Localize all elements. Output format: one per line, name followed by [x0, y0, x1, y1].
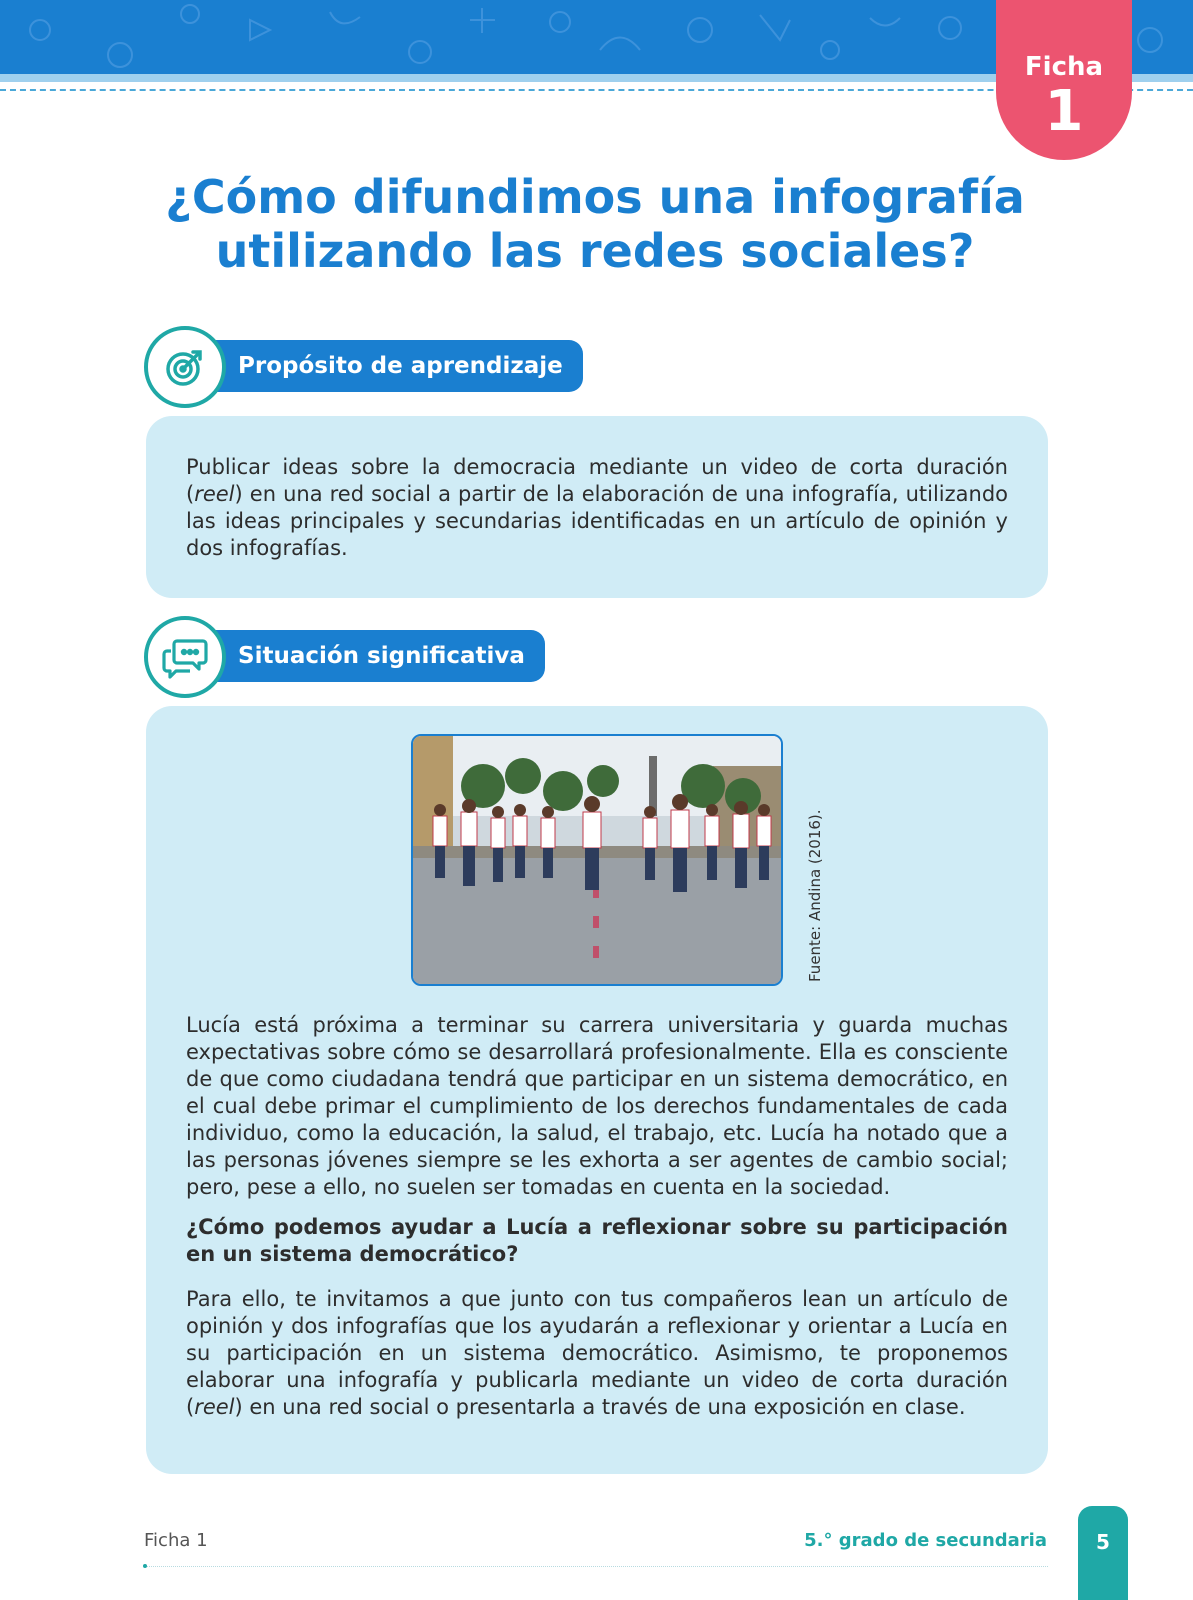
page-title-line-2: utilizando las redes sociales? [215, 224, 975, 278]
situacion-question: ¿Cómo podemos ayudar a Lucía a reflexionar sobre su participación en un sistema democrático? [186, 1215, 1008, 1266]
italic-term: reel [194, 482, 235, 506]
page-title-line-1: ¿Cómo difundimos una infografía [165, 170, 1025, 224]
situacion-paragraph-1: Lucía está próxima a terminar su carrera universitaria y guarda muchas expectativas sobre cómo se desarrollará profesionalmente. Ella es consciente de que como ciudadana tendrá que participar en un sistema democrático, en el cual debe primar el cumplimiento de los derechos fundamentales de cada individuo, como la educación, la salud, el trabajo, etc. Lucía ha notado que a las personas jóvenes siempre se les exhorta a ser agentes de cambio social; pero, pese a ello, no suelen ser tomadas en cuenta en la sociedad. [186, 1013, 1008, 1199]
italic-term: reel [194, 1395, 235, 1419]
ficha-number: 1 [1044, 79, 1084, 144]
footer-grade: 5.° grado de secundaria [804, 1530, 1047, 1551]
target-arrow-icon [144, 326, 226, 408]
proposito-text: Publicar ideas sobre la democracia mediante un video de corta duración (reel) en una red social a partir de la elaboración de una infografía, utilizando las ideas principales y secundarias identificadas en un artículo de opinión y dos infografías. [186, 455, 1008, 560]
footer-ficha: Ficha 1 [144, 1530, 208, 1551]
section-title-situacion: Situación significativa [190, 630, 545, 682]
chat-bubbles-icon [144, 616, 226, 698]
ficha-tab [996, 0, 1132, 160]
section-title-proposito: Propósito de aprendizaje [190, 340, 583, 392]
photo-credit: Fuente: Andina (2016). [806, 809, 824, 982]
ficha-label: Ficha [1024, 52, 1104, 82]
page-number-tab [1078, 1506, 1128, 1600]
footer-divider [144, 1566, 1048, 1567]
page-title [120, 170, 1070, 278]
situacion-paragraph-2: Para ello, te invitamos a que junto con tus compañeros lean un artículo de opinión y dos infografías que los ayudarán a reflexionar y orientar a Lucía en su participación en un sistema democrático. Asimismo, te proponemos elaborar una infografía y publicarla mediante un video de corta duración (reel) en una red social o presentarla a través de una exposición en clase. [186, 1287, 1008, 1419]
page-number: 5 [1096, 1530, 1110, 1554]
footer-dot [143, 1564, 147, 1568]
proposito-box [146, 416, 1048, 598]
parade-photo [411, 734, 783, 986]
